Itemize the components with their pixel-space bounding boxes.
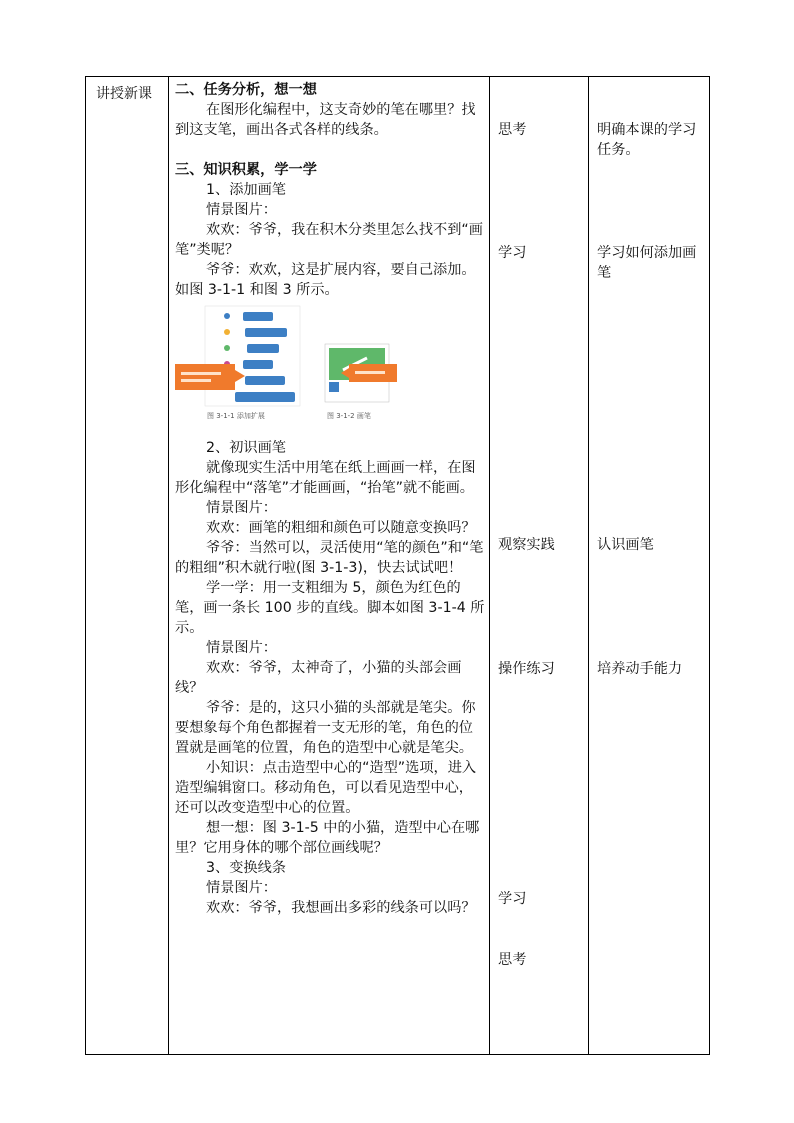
design-intent-3: 认识画笔 — [597, 537, 654, 553]
section-2-text: 在图形化编程中，这支奇妙的笔在哪里？找到这支笔，画出各式各样的线条。 — [175, 102, 476, 138]
dialog-6: 爷爷：是的，这只小猫的头部就是笔尖。你要想象每个角色都握着一支无形的笔，角色的位置就是画笔的位置，角色的造型中心就是笔尖。 — [175, 700, 476, 756]
scene-label-4: 情景图片： — [206, 880, 277, 896]
figure-caption-left: 图 3-1-1 添加扩展 — [207, 412, 265, 420]
scene-label-2: 情景图片： — [206, 500, 277, 516]
section-2-title: 二、任务分析，想一想 — [175, 82, 317, 98]
stage-label: 讲授新课 — [96, 86, 152, 102]
lesson-table — [85, 76, 710, 1055]
student-activity-5: 学习 — [498, 891, 527, 907]
figure-caption-right: 图 3-1-2 画笔 — [327, 412, 371, 420]
learn-task: 学一学：用一支粗细为 5，颜色为红色的笔，画一条长 100 步的直线。脚本如图 3-1-4 所示。 — [175, 580, 485, 636]
figure-illustration — [175, 304, 487, 428]
dialog-4: 爷爷：当然可以，灵活使用“笔的颜色”和“笔的粗细”积木就行啦(图 3-1-3)，快去试试吧！ — [175, 540, 484, 576]
part-2-title: 2、初识画笔 — [206, 440, 286, 456]
dialog-7: 欢欢：爷爷，我想画出多彩的线条可以吗？ — [206, 900, 476, 916]
student-activity-cell — [490, 77, 589, 1055]
design-intent-4: 培养动手能力 — [597, 661, 683, 677]
design-intent-1: 明确本课的学习任务。 — [597, 122, 697, 158]
think-question: 想一想：图 3-1-5 中的小猫，造型中心在哪里？它用身体的哪个部位画线呢？ — [175, 820, 480, 856]
student-activity-2: 学习 — [498, 245, 527, 261]
design-intent-cell — [589, 77, 710, 1055]
table-row — [86, 77, 710, 1055]
student-activity-1: 思考 — [498, 122, 527, 138]
dialog-5: 欢欢：爷爷，太神奇了，小猫的头部会画线？ — [175, 660, 462, 696]
student-activity-4: 操作练习 — [498, 661, 555, 677]
lesson-content — [175, 80, 487, 918]
tip-text: 小知识：点击造型中心的“造型”选项，进入造型编辑窗口。移动角色，可以看见造型中心，还可以改变造型中心的位置。 — [175, 760, 477, 816]
figure-add-pen — [175, 304, 487, 428]
part-2-text: 就像现实生活中用笔在纸上画画一样，在图形化编程中“落笔”才能画画，“抬笔”就不能画。 — [175, 460, 476, 496]
stage-cell — [86, 77, 169, 1055]
scene-label-1: 情景图片： — [206, 202, 277, 218]
student-activity-6: 思考 — [498, 952, 527, 968]
section-3-title: 三、知识积累，学一学 — [175, 162, 317, 178]
scene-label-3: 情景图片： — [206, 640, 277, 656]
student-activity-3: 观察实践 — [498, 537, 555, 553]
dialog-1: 欢欢：爷爷，我在积木分类里怎么找不到“画笔”类呢？ — [175, 222, 483, 258]
content-cell — [169, 77, 490, 1055]
dialog-2: 爷爷：欢欢，这是扩展内容，要自己添加。如图 3-1-1 和图 3 所示。 — [175, 262, 476, 298]
part-1-title: 1、添加画笔 — [206, 182, 286, 198]
part-3-title: 3、变换线条 — [206, 860, 286, 876]
design-intent-2: 学习如何添加画笔 — [597, 245, 697, 281]
dialog-3: 欢欢：画笔的粗细和颜色可以随意变换吗？ — [206, 520, 476, 536]
